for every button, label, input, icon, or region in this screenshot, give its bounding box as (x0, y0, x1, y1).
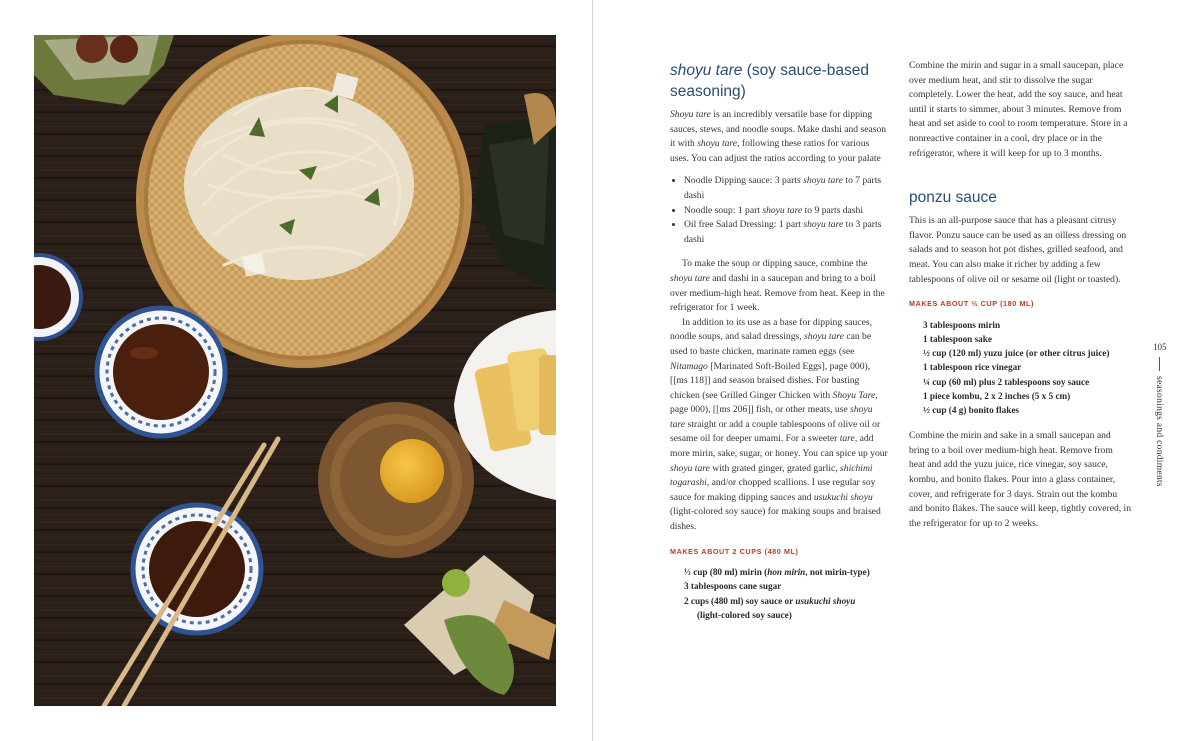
folio-rule (1159, 357, 1160, 371)
dipping-cup (97, 308, 225, 436)
ponzu-method: Combine the mirin and sake in a small saucepan and bring to a boil over medium-high heat. Remove from heat and add the yuzu juice, rice vinegar, soy sauce, kombu, and bonito flakes. Pour into a glass container, cover, and refrigerate for 3 days. Strain out the kombu and bonito flakes. The sauce will keep, tightly covered, in the refrigerator for up to 2 weeks. (909, 430, 1132, 529)
text-column-left (670, 60, 888, 622)
shoyu-intro: Shoyu tare is an incredibly versatile base for dipping sauces, stews, and noodle soups. Make dashi and season it with shoyu tare, following these ratios for various uses. You can adjust the ratios according to your palate (670, 109, 887, 164)
list-item: • Oil free Salad Dressing: 1 part shoyu tare to 3 parts dashi (684, 218, 888, 247)
ingredient: ½ cup (4 g) bonito flakes (923, 404, 1019, 415)
ratio-list (670, 174, 888, 247)
ingredient: ½ cup (120 ml) yuzu juice (or other citrus juice) (923, 348, 1110, 359)
ponzu-ingredients (923, 318, 1131, 417)
ingredient: 1 piece kombu, 2 x 2 inches (5 x 5 cm) (923, 390, 1071, 401)
yuzu (380, 439, 444, 503)
ponzu-heading: ponzu sauce (909, 189, 997, 207)
shoyu-paragraph-2: In addition to its use as a base for dipping sauces, noodle soups, and salad dressings, shoyu tare can be used to baste chicken, marinate ramen eggs (see Nitamago [Marinated Soft-Boiled Eggs], page 000), [[ms 118]] and season braised dishes. For basting chicken (see Grilled Ginger Chicken with Shoyu Tare, page 000), [[ms 206]] fish, or other meats, use shoyu tare straight or add a couple tablespoons of olive oil or sesame oil for deeper umami. For a sweeter tare, add more mirin, sake, sugar, or honey. You can spice up your shoyu tare with grated ginger, grated garlic, shichimi togarashi, and/or chopped scallions. I use regular soy sauce for making dipping sauces and usukuchi shoyu (light-colored soy sauce) for making soups and braised dishes. (670, 316, 888, 533)
ingredient: 3 tablespoons mirin (923, 319, 1001, 330)
shoyu-tare-heading: shoyu tare (soy sauce-based seasoning) (670, 62, 870, 100)
shoyu-ingredients (684, 565, 888, 622)
ingredient: ¼ cup (60 ml) plus 2 tablespoons soy sauce (923, 376, 1090, 387)
page-gutter (592, 0, 593, 741)
shoyu-yield: MAKES ABOUT 2 CUPS (480 ML) (670, 546, 799, 556)
shoyu-method: Combine the mirin and sugar in a small saucepan, place over medium heat, and stir to dissolve the sugar completely. Lower the heat, add the soy sauce, and heat until it starts to simmer, about 3 minutes. Remove from heat and set aside to cool to room temperature. Store in a nonreactive container in a cool, dry place or in the refrigerator, where it will keep for up to 3 months. (909, 60, 1128, 159)
ingredient: 2 cups (480 ml) soy sauce or usukuchi shoyu (684, 595, 856, 606)
ponzu-intro: This is an all-purpose sauce that has a pleasant citrusy flavor. Ponzu sauce can be used as an oilless dressing on salads and to season hot pot dishes, grilled seafood, and meat. You can also make it richer by adding a few tablespoons of olive oil or sesame oil (light or toasted). (909, 215, 1127, 285)
ponzu-yield: MAKES ABOUT ⅔ CUP (180 ML) (909, 299, 1035, 309)
ingredient-continuation: (light-colored soy sauce) (697, 609, 792, 620)
ingredient: 3 tablespoons cane sugar (684, 581, 782, 592)
ingredient: ⅓ cup (80 ml) mirin (hon mirin, not mirin-type) (684, 567, 870, 578)
list-item: • Noodle Dipping sauce: 3 parts shoyu tare to 7 parts dashi (684, 174, 888, 203)
ingredient: 1 tablespoon rice vinegar (923, 362, 1022, 373)
ingredient: 1 tablespoon sake (923, 333, 992, 344)
food-photo (34, 35, 556, 706)
page-number: 105 (1153, 342, 1167, 352)
dipping-cup (133, 505, 261, 633)
shoyu-paragraph-1: To make the soup or dipping sauce, combine the shoyu tare and dashi in a saucepan and bring to a boil over medium-high heat. Remove from heat. Keep in the refrigerator for 1 week. (670, 258, 885, 314)
text-column-right (909, 59, 1131, 531)
list-item: • Noodle soup: 1 part shoyu tare to 9 parts dashi (684, 204, 888, 219)
section-name: seasonings and condiments (1154, 376, 1164, 487)
running-head (1150, 342, 1174, 502)
